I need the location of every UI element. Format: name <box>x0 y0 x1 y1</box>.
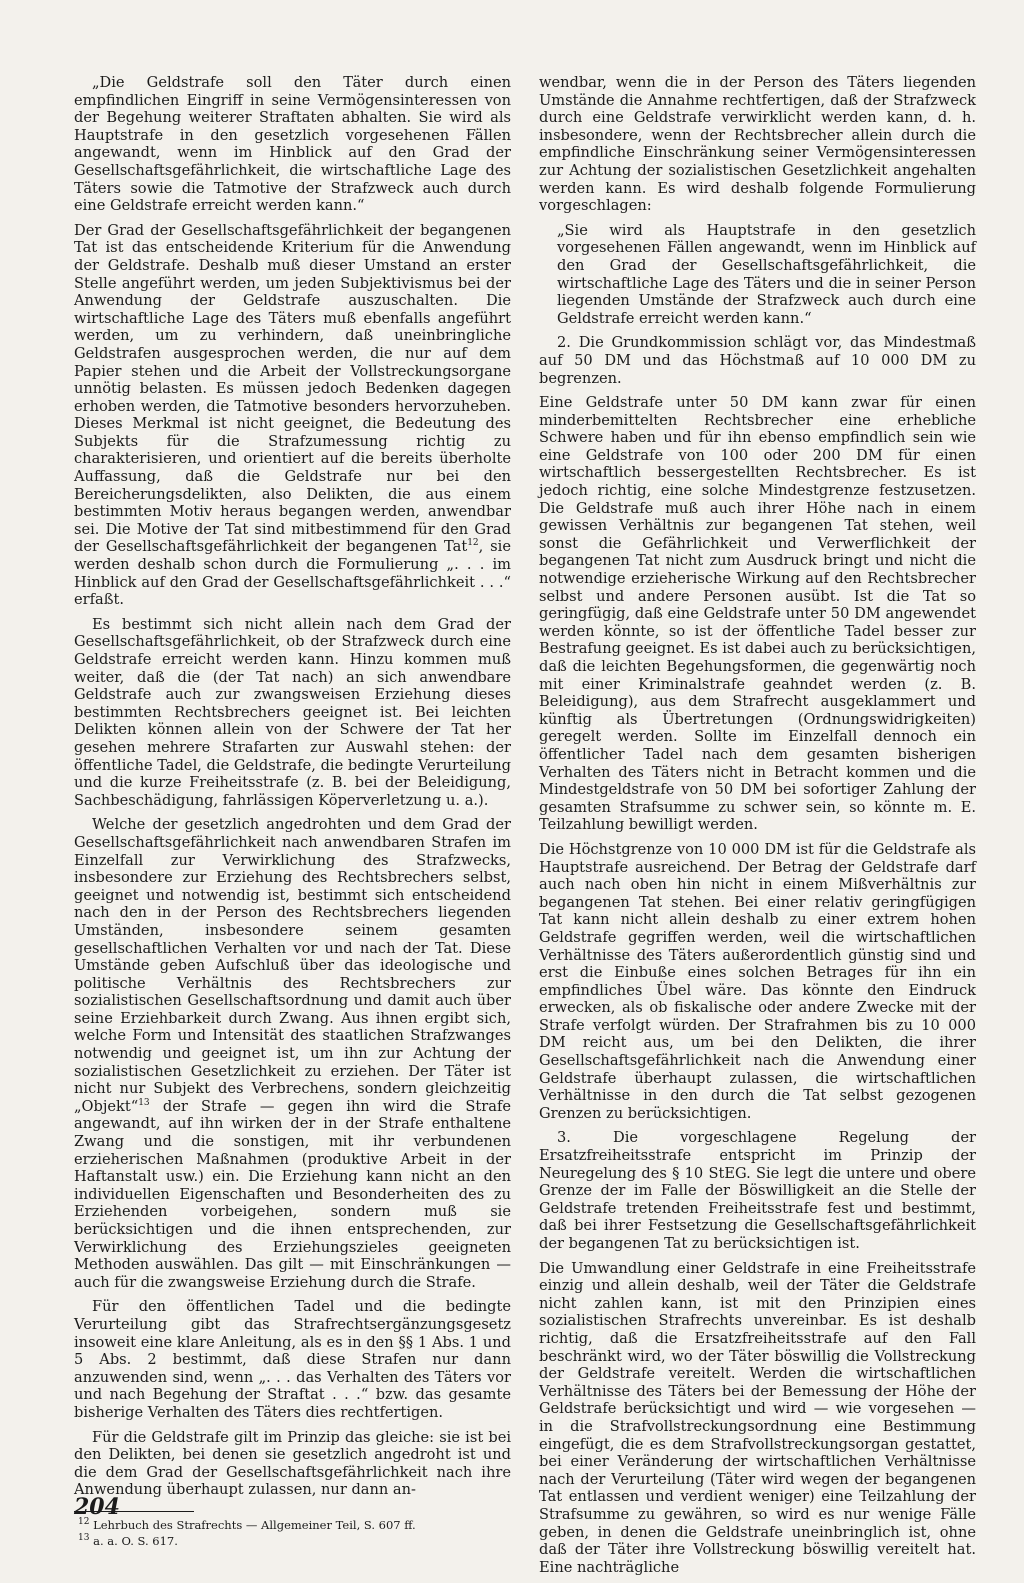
paragraph-text: Für den öffentlichen Tadel und die bedingte Verurteilung gibt das Strafrechtsergänzungsgesetz insoweit eine klare Anleitung, als es in den §§ 1 Abs. 1 und 5 Abs. 2 bestimmt, daß diese Strafen nur dann anzuwenden sind, wenn „. . . das Verhalten des Täters vor und nach Begehung der Straftat . . .“ bzw. das gesamte bisherige Verhalten des Täters dies rechtfertigen. <box>74 1298 511 1421</box>
left-column <box>74 74 511 1550</box>
body-paragraph <box>74 816 511 1291</box>
body-paragraph <box>539 1260 976 1577</box>
body-paragraph <box>74 1429 511 1499</box>
paragraph-text: 2. Die Grundkommission schlägt vor, das Mindestmaß auf 50 DM und das Höchstmaß auf 10 000 DM zu begrenzen. <box>539 334 976 387</box>
body-paragraph <box>74 222 511 609</box>
body-paragraph <box>74 74 511 215</box>
body-paragraph <box>74 616 511 810</box>
paragraph-text: Der Grad der Gesellschaftsgefährlichkeit der begangenen Tat ist das entscheidende Kriterium für die Anwendung der Geldstrafe. Deshalb muß dieser Umstand an erster Stelle angeführt werden, um jeden Subjektivismus bei der Anwendung der Geldstrafe auszuschalten. Die wirtschaftliche Lage des Täters muß ebenfalls angeführt werden, um zu verhindern, daß uneinbringliche Geldstrafen ausgesprochen werden, die nur auf dem Papier stehen und die Arbeit der Vollstreckungsorgane unnötig belasten. Es müssen jedoch Bedenken dagegen erhoben werden, die Tatmotive besonders hervorzuheben. Dieses Merkmal ist nicht geeignet, die Bedeutung des Subjekts für die Strafzumessung richtig zu charakterisieren, und orientiert auf die bereits überholte Auffassung, daß die Geldstrafe nur bei den Bereicherungsdelikten, also Delikten, die aus einem bestimmten Motiv heraus begangen werden, anwendbar sei. Die Motive der Tat sind mitbestimmend für den Grad der Gesellschaftsgefährlichkeit der begangenen Tat <box>74 221 511 556</box>
footnote-text: Lehrbuch des Strafrechts — Allgemeiner Teil, S. 607 ff. <box>89 1517 416 1532</box>
paragraph-text: Die Höchstgrenze von 10 000 DM ist für die Geldstrafe als Hauptstrafe ausreichend. Der Betrag der Geldstrafe darf auch nach oben hin nicht in einem Mißverhältnis zur begangenen Tat stehen. Bei einer relativ geringfügigen Tat kann nicht allein deshalb zu einer extrem hohen Geldstrafe gegriffen werden, weil die wirtschaftlichen Verhältnisse des Täters außerordentlich günstig sind und erst die Einbuße eines solchen Betrages für ihn ein empfindliches Übel wäre. Das könnte den Eindruck erwecken, als ob fiskalische oder andere Zwecke mit der Strafe verfolgt würden. Der Strafrahmen bis zu 10 000 DM reicht aus, um bei den Delikten, die ihrer Gesellschaftsgefährlichkeit nach die Anwendung einer Geldstrafe überhaupt zulassen, die wirtschaftlichen Verhältnisse in den durch die Tat selbst gezogenen Grenzen zu berücksichtigen. <box>539 840 976 1122</box>
paragraph-text: Die Umwandlung einer Geldstrafe in eine Freiheitsstrafe einzig und allein deshalb, weil der Täter die Geldstrafe nicht zahlen kann, ist mit den Prinzipien eines sozialistischen Strafrechts unvereinbar. Es ist deshalb richtig, daß die Ersatzfreiheitsstrafe auf den Fall beschränkt wird, wo der Täter böswillig die Vollstreckung der Geldstrafe vereitelt. Werden die wirtschaftlichen Verhältnisse des Täters bei der Bemessung der Höhe der Geldstrafe berücksichtigt und wird — wie vorgesehen — in die Strafvollstreckungsordnung eine Bestimmung eingefügt, die es dem Strafvollstreckungsorgan gestattet, bei einer Veränderung der wirtschaftlichen Verhältnisse nach der Verurteilung (Täter wird wegen der begangenen Tat entlassen und verdient weniger) eine Teilzahlung der Strafsumme zu gewähren, so wird es nur wenige Fälle geben, in denen die Geldstrafe uneinbringlich ist, ohne daß der Täter ihre Vollstreckung böswillig vereitelt hat. Eine nachträgliche <box>539 1259 976 1576</box>
footnote-number: 13 <box>78 1533 90 1544</box>
body-paragraph <box>539 394 976 834</box>
body-paragraph <box>539 1129 976 1252</box>
paragraph-text: Eine Geldstrafe unter 50 DM kann zwar für einen minderbemittelten Rechtsbrecher eine erhebliche Schwere haben und für ihn ebenso empfindlich sein wie eine Geldstrafe von 100 oder 200 DM für einen wirtschaftlich bessergestellten Rechtsbrecher. Es ist jedoch richtig, eine solche Mindestgrenze festzusetzen. Die Geldstrafe muß auch ihrer Höhe nach in einem gewissen Verhältnis zur begangenen Tat stehen, weil sonst die Gefährlichkeit und Verwerflichkeit der begangenen Tat nicht zum Ausdruck bringt und nicht die notwendige erzieherische Wirkung auf den Rechtsbrecher selbst und andere Personen ausübt. Ist die Tat so geringfügig, daß eine Geldstrafe unter 50 DM angewendet werden könnte, so ist der öffentliche Tadel besser zur Bestrafung geeignet. Es ist dabei auch zu berücksichtigen, daß die leichten Begehungsformen, die gegenwärtig noch mit einer Kriminalstrafe geahndet werden (z. B. Beleidigung), aus dem Strafrecht ausgeklammert und künftig als Übertretungen (Ordnungswidrigkeiten) geregelt werden. Sollte im Einzelfall dennoch ein öffentlicher Tadel nach dem gesamten bisherigen Verhalten des Täters nicht in Betracht kommen und die Mindestgeldstrafe von 50 DM bei sofortiger Zahlung der gesamten Strafsumme zu schwer sein, so könnte m. E. Teilzahlung bewilligt werden. <box>539 394 976 834</box>
body-paragraph <box>539 841 976 1123</box>
footnote <box>74 1518 511 1532</box>
body-paragraph <box>539 74 976 215</box>
paragraph-text: 3. Die vorgeschlagene Regelung der Ersatzfreiheitsstrafe entspricht im Prinzip der Neuregelung des § 10 StEG. Sie legt die untere und obere Grenze der im Falle der Böswilligkeit an die Stelle der Geldstrafe tretenden Freiheitsstrafe fest und bestimmt, daß bei ihrer Festsetzung die Gesellschaftsgefährlichkeit der begangenen Tat zu berücksichtigen ist. <box>539 1129 976 1252</box>
paragraph-text: „Sie wird als Hauptstrafe in den gesetzlich vorgesehenen Fällen angewandt, wenn im Hinblick auf den Grad der Gesellschaftsgefährlichkeit, die wirtschaftliche Lage des Täters und die in seiner Person liegenden Umstände der Strafzweck auch durch eine Geldstrafe erreicht werden kann.“ <box>557 221 976 327</box>
paragraph-text: wendbar, wenn die in der Person des Täters liegenden Umstände die Annahme rechtfertigen, daß der Strafzweck durch eine Geldstrafe verwirklicht werden kann, d. h. insbesondere, wenn der Rechtsbrecher allein durch die empfindliche Einschränkung seiner Vermögensinteressen zur Achtung der sozialistischen Gesetzlichkeit angehalten werden kann. Es wird deshalb folgende Formulierung vorgeschlagen: <box>539 74 976 215</box>
footnote-number: 12 <box>78 1517 90 1528</box>
paragraph-text: der Strafe — gegen ihn wird die Strafe angewandt, auf ihn wirken der in der Strafe enthaltene Zwang und die sonstigen, mit ihr verbundenen erzieherischen Maßnahmen (produktive Arbeit in der Haftanstalt usw.) ein. Die Erziehung kann nicht an den individuellen Eigenschaften und Besonderheiten des zu Erziehenden vorbeigehen, sondern muß sie berücksichtigen und die ihnen entsprechenden, zur Verwirklichung des Erziehungszieles geeigneten Methoden auswählen. Das gilt — mit Einschränkungen — auch für die zwangsweise Erziehung durch die Strafe. <box>74 1097 511 1291</box>
page-number: 204 <box>74 1494 120 1520</box>
footnote-reference: 13 <box>138 1097 150 1108</box>
paragraph-text: „Die Geldstrafe soll den Täter durch einen empfindlichen Eingriff in seine Vermögensinteressen von der Begehung weiterer Straftaten abhalten. Sie wird als Hauptstrafe in den gesetzlich vorgesehenen Fällen angewandt, wenn im Hinblick auf den Grad der Gesellschaftsgefährlichkeit, die wirtschaftliche Lage des Täters sowie die Tatmotive der Strafzweck auch durch eine Geldstrafe erreicht werden kann.“ <box>74 74 511 215</box>
paragraph-text: Für die Geldstrafe gilt im Prinzip das gleiche: sie ist bei den Delikten, bei denen sie gesetzlich angedroht ist und die dem Grad der Gesellschaftsgefährlichkeit nach ihre Anwendung überhaupt zulassen, nur dann an- <box>74 1428 511 1499</box>
footnote-text: a. a. O. S. 617. <box>89 1533 178 1548</box>
footnote-reference: 12 <box>467 538 479 549</box>
block-quote <box>539 222 976 328</box>
body-paragraph <box>74 1298 511 1421</box>
paragraph-text: , sie werden deshalb schon durch die Formulierung „. . . im Hinblick auf den Grad der Gesellschaftsgefährlichkeit . . .“ erfaßt. <box>74 538 511 609</box>
paragraph-text: Welche der gesetzlich angedrohten und dem Grad der Gesellschaftsgefährlichkeit nach anwendbaren Strafen im Einzelfall zur Verwirklichung des Strafzwecks, insbesondere zur Erziehung des Rechtsbrechers selbst, geeignet und notwendig ist, bestimmt sich entscheidend nach den in der Person des Rechtsbrechers liegenden Umständen, insbesondere seinem gesamten gesellschaftlichen Verhalten vor und nach der Tat. Diese Umstände geben Aufschluß über das ideologische und politische Verhältnis des Rechtsbrechers zur sozialistischen Gesellschaftsordnung und damit auch über seine Erziehbarkeit durch Zwang. Aus ihnen ergibt sich, welche Form und Intensität des staatlichen Strafzwanges notwendig und geeignet ist, um ihn zur Achtung der sozialistischen Gesetzlichkeit zu erziehen. Der Täter ist nicht nur Subjekt des Verbrechens, sondern gleichzeitig „Objekt“ <box>74 816 511 1115</box>
body-paragraph <box>539 334 976 387</box>
right-column <box>539 74 976 1583</box>
paragraph-text: Es bestimmt sich nicht allein nach dem Grad der Gesellschaftsgefährlichkeit, ob der Strafzweck durch eine Geldstrafe erreicht werden kann. Hinzu kommen muß weiter, daß die (der Tat nach) an sich anwendbare Geldstrafe auch zur zwangsweisen Erziehung dieses bestimmten Rechtsbrechers geeignet ist. Bei leichten Delikten können allein von der Schwere der Tat her gesehen mehrere Strafarten zur Auswahl stehen: der öffentliche Tadel, die Geldstrafe, die bedingte Verurteilung und die kurze Freiheitsstrafe (z. B. bei der Beleidigung, Sachbeschädigung, fahrlässigen Köperverletzung u. a.). <box>74 615 511 809</box>
footnote <box>74 1534 511 1548</box>
